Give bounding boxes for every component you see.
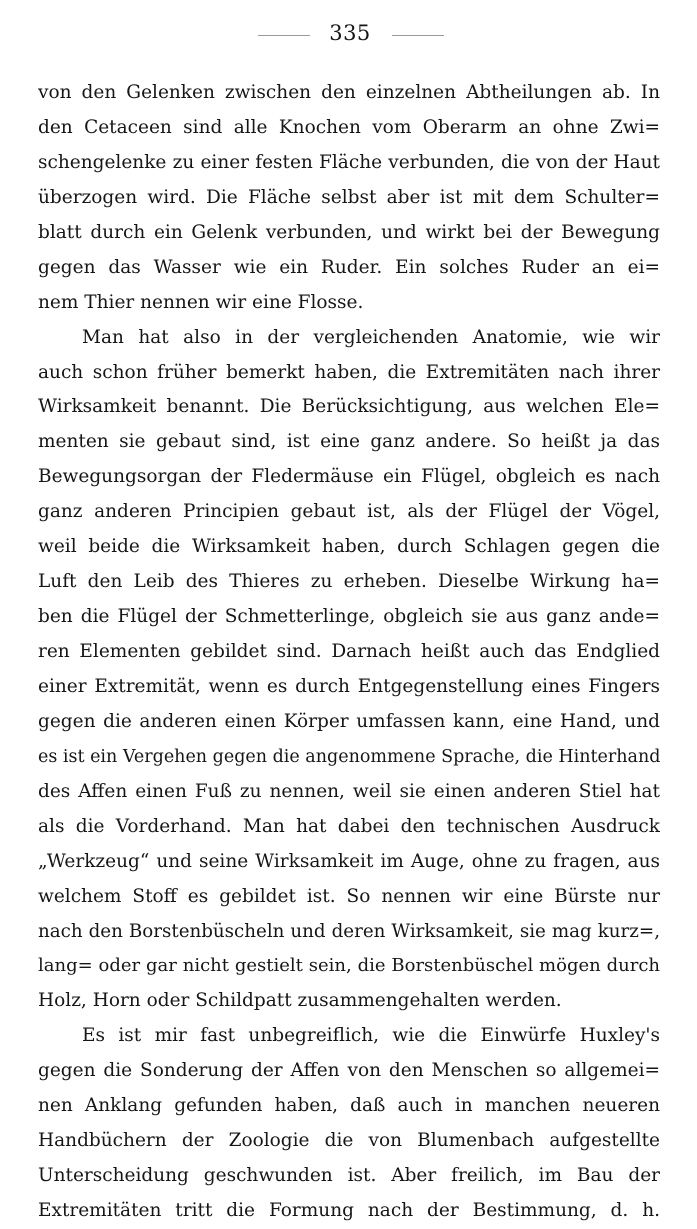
text-line: lang= oder gar nicht gestielt sein, die Borstenbüschel mögen durch xyxy=(38,955,660,977)
header-rule-left xyxy=(258,35,310,36)
text-line: Bewegungsorgan der Fledermäuse ein Flügel, obgleich es nach xyxy=(38,466,660,488)
text-line: ren Elementen gebildet sind. Darnach heißt auch das Endglied xyxy=(38,641,660,662)
text-line: es ist ein Vergehen gegen die angenommene Sprache, die Hinterhand xyxy=(38,746,660,767)
text-line: „Werkzeug“ und seine Wirksamkeit im Auge, ohne zu fragen, aus xyxy=(38,850,660,872)
text-line: menten sie gebaut sind, ist eine ganz andere. So heißt ja das xyxy=(38,431,660,453)
header-rule-right xyxy=(392,35,444,36)
text-line: gegen die Sonderung der Affen von den Menschen so allgemei= xyxy=(38,1060,660,1082)
text-line: nach den Borstenbüscheln und deren Wirksamkeit, sie mag kurz=, xyxy=(38,920,660,942)
text-line: welchem Stoff es gebildet ist. So nennen wir eine Bürste nur xyxy=(38,885,660,907)
text-line: Unterscheidung geschwunden ist. Aber freilich, im Bau der xyxy=(38,1165,660,1187)
text-line: blatt durch ein Gelenk verbunden, und wirkt bei der Bewegung xyxy=(38,221,660,243)
text-line: Luft den Leib des Thieres zu erheben. Dieselbe Wirkung ha= xyxy=(38,571,660,593)
text-line: Extremitäten tritt die Formung nach der Bestimmung, d. h. xyxy=(38,1200,660,1221)
text-line: weil beide die Wirksamkeit haben, durch Schlagen gegen die xyxy=(38,536,660,558)
text-line: ben die Flügel der Schmetterlinge, obgleich sie aus ganz ande= xyxy=(38,606,660,628)
page-header xyxy=(0,18,697,48)
text-line: auch schon früher bemerkt haben, die Extremitäten nach ihrer xyxy=(38,361,660,383)
text-line: Handbüchern der Zoologie die von Blumenbach aufgestellte xyxy=(38,1130,660,1152)
text-line: Wirksamkeit benannt. Die Berücksichtigung, aus welchen Ele= xyxy=(38,396,660,418)
text-line: nem Thier nennen wir eine Flosse. xyxy=(38,291,364,313)
body-text xyxy=(38,76,660,1229)
page-number: 335 xyxy=(329,21,371,45)
text-line: schengelenke zu einer festen Fläche verbunden, die von der Haut xyxy=(38,151,660,173)
text-line: gegen das Wasser wie ein Ruder. Ein solches Ruder an ei= xyxy=(38,256,660,278)
text-line: ganz anderen Principien gebaut ist, als der Flügel der Vögel, xyxy=(38,501,660,523)
text-line: gegen die anderen einen Körper umfassen kann, eine Hand, und xyxy=(38,710,660,732)
text-line: überzogen wird. Die Fläche selbst aber ist mit dem Schulter= xyxy=(38,186,660,208)
text-line: den Cetaceen sind alle Knochen vom Oberarm an ohne Zwi= xyxy=(38,116,660,138)
text-line: einer Extremität, wenn es durch Entgegenstellung eines Fingers xyxy=(38,675,660,697)
text-line: Es ist mir fast unbegreiflich, wie die Einwürfe Huxley's xyxy=(82,1025,660,1047)
text-line: nen Anklang gefunden haben, daß auch in manchen neueren xyxy=(38,1095,660,1117)
text-line: des Affen einen Fuß zu nennen, weil sie einen anderen Stiel hat xyxy=(38,780,660,802)
text-line: Holz, Horn oder Schildpatt zusammengehalten werden. xyxy=(38,990,562,1012)
text-line: als die Vorderhand. Man hat dabei den technischen Ausdruck xyxy=(38,815,660,837)
text-line: Man hat also in der vergleichenden Anatomie, wie wir xyxy=(82,326,660,348)
text-line: von den Gelenken zwischen den einzelnen Abtheilungen ab. In xyxy=(38,82,660,103)
